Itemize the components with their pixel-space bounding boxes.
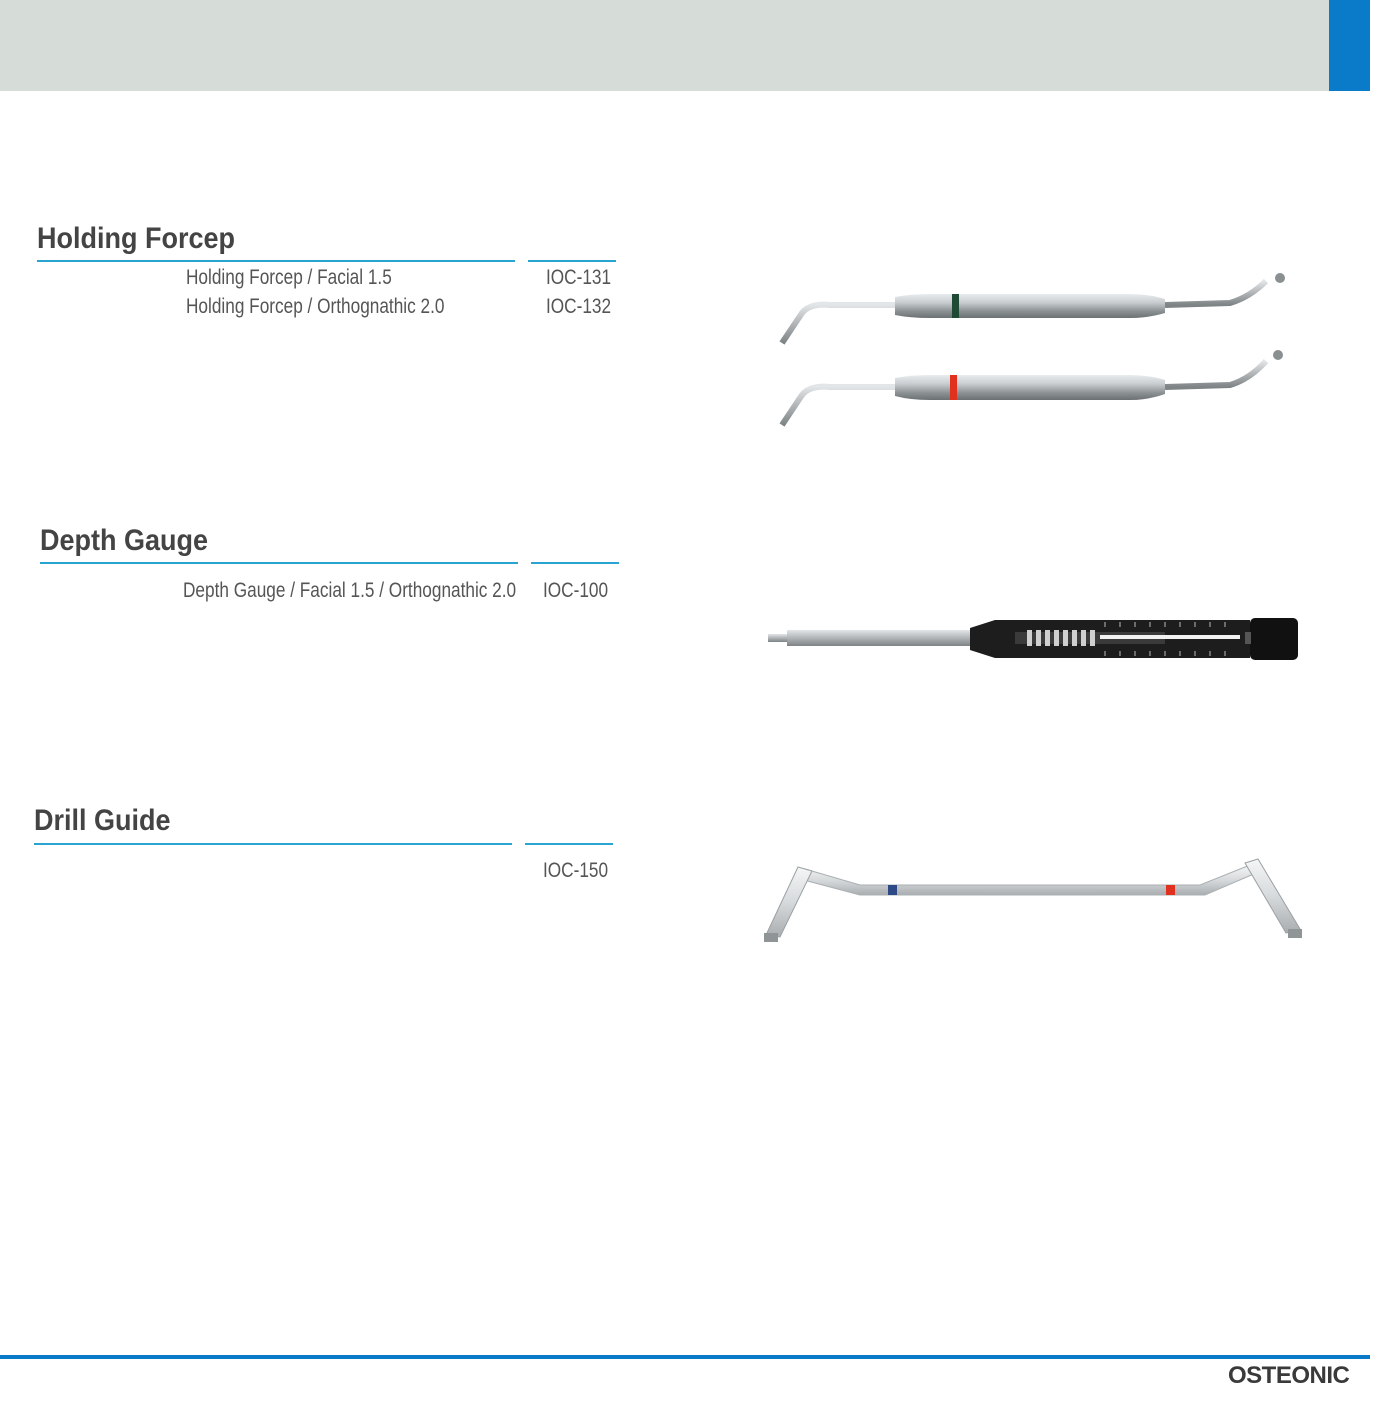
section-title: Holding Forcep (37, 222, 235, 255)
item-code: IOC-150 (543, 859, 609, 882)
item-name: Depth Gauge / Facial 1.5 / Orthognathic 2.0 (183, 579, 517, 602)
footer-rule (0, 1355, 1370, 1359)
item-code: IOC-100 (543, 579, 609, 602)
item-code: IOC-132 (546, 295, 612, 318)
title-rule (37, 260, 515, 262)
section-title: Drill Guide (34, 804, 171, 837)
depth-gauge-illustration (765, 610, 1300, 670)
section-title: Depth Gauge (40, 524, 209, 557)
code-rule (531, 562, 619, 564)
forcep-facial (782, 273, 1285, 343)
title-rule (34, 843, 512, 845)
forcep-orthognathic (782, 350, 1283, 425)
code-rule (525, 843, 613, 845)
item-name: Holding Forcep / Facial 1.5 (186, 266, 392, 289)
header-band (0, 0, 1329, 91)
code-rule (528, 260, 616, 262)
item-name: Holding Forcep / Orthognathic 2.0 (186, 295, 445, 318)
item-code: IOC-131 (546, 266, 612, 289)
title-rule (40, 562, 518, 564)
brand-logo: OSTEONIC (1228, 1362, 1350, 1389)
holding-forcep-illustration (770, 265, 1300, 435)
drill-guide-illustration (760, 855, 1310, 950)
header-tab-marker (1329, 0, 1370, 91)
